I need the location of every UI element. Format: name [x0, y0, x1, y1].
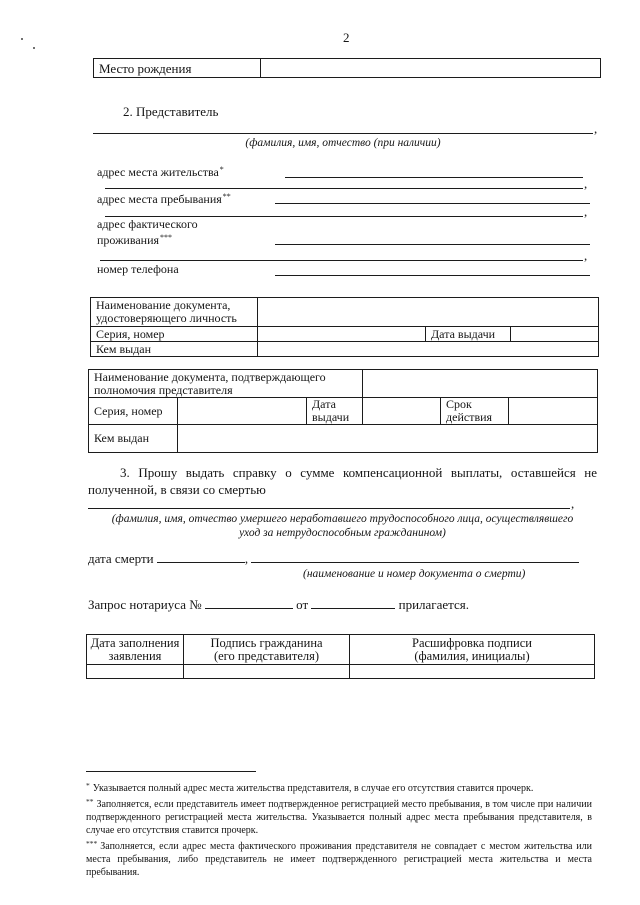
notary-request-label: Запрос нотариуса №	[88, 597, 202, 612]
footnote-text: Указывается полный адрес места жительства представителя, в случае его отсутствия ставится прочерк.	[92, 783, 534, 794]
identity-issued-by-cell	[258, 342, 599, 357]
residence-address-label: адрес места жительства*	[97, 165, 224, 179]
identity-series-label: Серия, номер	[91, 327, 258, 342]
scan-speck	[33, 47, 35, 49]
authority-series-cell	[178, 398, 307, 425]
identity-series-cell	[258, 327, 426, 342]
authority-document-table	[88, 369, 598, 453]
footnote-mark: ***	[160, 233, 173, 242]
signature-decoding-header: Расшифровка подписи (фамилия, инициалы)	[350, 635, 595, 665]
signature-cell	[184, 665, 350, 679]
authority-series-label: Серия, номер	[89, 398, 178, 425]
footnote-mark: *	[86, 781, 90, 790]
death-date-label: дата смерти	[88, 551, 154, 566]
identity-issued-by-label: Кем выдан	[91, 342, 258, 357]
phone-line	[275, 275, 590, 276]
footnotes	[86, 779, 592, 879]
signature-decoding-cell	[350, 665, 595, 679]
residence-address-line-2	[105, 188, 583, 189]
authority-document-name-cell	[363, 370, 598, 398]
stay-address-label: адрес места пребывания**	[97, 192, 231, 206]
fill-date-header: Дата заполнения заявления	[87, 635, 184, 665]
identity-document-name-cell	[258, 298, 599, 327]
authority-document-name-label: Наименование документа, подтверждающего полномочия представителя	[89, 370, 363, 398]
stay-address-line	[275, 203, 590, 204]
actual-address-line	[275, 244, 590, 245]
comma: ,	[584, 248, 588, 263]
scan-speck	[21, 38, 23, 40]
notary-request-number-blank	[205, 597, 293, 609]
notary-request-row	[88, 597, 469, 612]
request-text-line-2: полученной, в связи со смертью	[88, 482, 266, 497]
authority-validity-cell	[509, 398, 598, 425]
actual-address-label-line-2: проживания***	[97, 233, 173, 247]
footnote-text: Заполняется, если представитель имеет подтвержденное регистрацией место пребывания, в том числе при наличии подтвержденного регистрацией места жительства. Указывается полный адрес места пребывания представителя, в случае его отсутствия ставится прочерк.	[86, 799, 592, 836]
phone-label: номер телефона	[97, 262, 179, 276]
footnote-mark: *	[219, 165, 224, 174]
page-number: 2	[343, 30, 350, 45]
birthplace-label: Место рождения	[94, 59, 261, 78]
request-text-line-1: 3. Прошу выдать справку о сумме компенсационной выплаты, оставшейся не	[120, 465, 597, 480]
comma: ,	[594, 121, 598, 136]
identity-issue-date-cell	[511, 327, 599, 342]
authority-issued-by-cell	[178, 425, 598, 453]
deceased-caption-line-1: (фамилия, имя, отчество умершего неработавшего трудоспособного лица, осуществлявшего	[111, 513, 574, 525]
death-document-blank	[251, 551, 579, 563]
notary-request-suffix: прилагается.	[398, 597, 470, 612]
deceased-name-line	[88, 508, 570, 509]
authority-issued-by-label: Кем выдан	[89, 425, 178, 453]
identity-issue-date-label: Дата выдачи	[426, 327, 511, 342]
notary-request-from: от	[296, 597, 309, 612]
footnote	[86, 779, 592, 795]
authority-issue-date-label: Дата выдачи	[307, 398, 363, 425]
footnote-mark: **	[222, 192, 231, 201]
authority-validity-label: Срок действия	[441, 398, 509, 425]
authority-issue-date-cell	[363, 398, 441, 425]
signature-table	[86, 634, 595, 679]
comma: ,	[244, 551, 249, 566]
comma: ,	[571, 496, 575, 511]
notary-request-date-blank	[311, 597, 395, 609]
actual-address-line-2	[100, 260, 583, 261]
death-date-blank	[157, 551, 245, 563]
identity-document-table	[90, 297, 599, 357]
representative-name-caption: (фамилия, имя, отчество (при наличии)	[245, 137, 441, 149]
death-date-row	[88, 551, 579, 566]
birthplace-value-cell	[261, 59, 601, 78]
footnote-separator	[86, 771, 256, 772]
death-document-caption: (наименование и номер документа о смерти)	[303, 568, 526, 580]
representative-heading: 2. Представитель	[123, 104, 219, 119]
footnote-text: Заполняется, если адрес места фактического проживания представителя не совпадает с местом жительства или места пребывания, либо представитель не имеет подтвержденного регистрацией места жительства и места пребывания.	[86, 841, 592, 878]
comma: ,	[584, 176, 588, 191]
birthplace-table	[93, 58, 601, 78]
comma: ,	[584, 204, 588, 219]
deceased-caption-line-2: уход за нетрудоспособным гражданином)	[239, 527, 446, 539]
signature-header: Подпись гражданина (его представителя)	[184, 635, 350, 665]
actual-address-label-line-1: адрес фактического	[97, 217, 198, 231]
footnote	[86, 837, 592, 879]
residence-address-line	[285, 177, 583, 178]
footnote-mark: **	[86, 797, 94, 806]
representative-name-line	[93, 133, 593, 134]
identity-document-name-label: Наименование документа, удостоверяющего личность	[91, 298, 258, 327]
fill-date-cell	[87, 665, 184, 679]
footnote-mark: ***	[86, 839, 98, 848]
footnote	[86, 795, 592, 837]
